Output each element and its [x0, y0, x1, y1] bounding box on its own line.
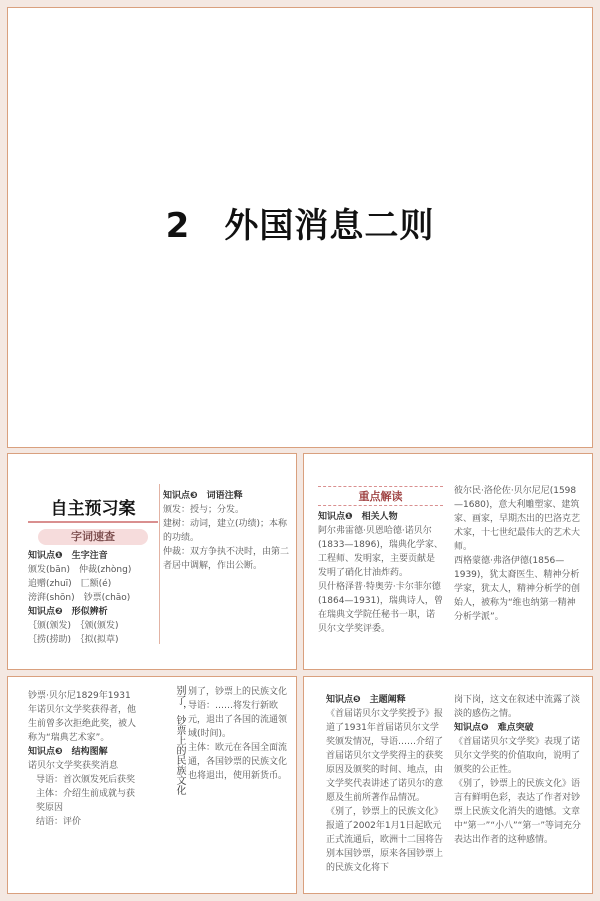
- vertical-title: 别了，钞票上的民族文化: [174, 685, 185, 795]
- difficulty-paragraph: 《首届诺贝尔文学奖》表现了诺贝尔文学奖的价值取向，说明了颁奖的公正性。: [454, 737, 581, 775]
- preview-right-column: [163, 489, 291, 573]
- preview-left-column: [28, 494, 158, 647]
- kp1-line: 滂湃(shōn) 钞票(chāo): [28, 593, 131, 603]
- theme-right: [454, 693, 582, 847]
- person-paragraph: 西格蒙德·弗洛伊德(1856—1939)，犹太裔医生、精神分析学家，犹太人，精神分析学的创始人，被称为“维也纳第一精神分析学派”。: [454, 556, 581, 622]
- kp1-label: 知识点❶ 生字注音: [28, 551, 108, 561]
- structure-slide: [7, 676, 297, 894]
- difficulty-paragraph: 《别了，钞票上的民族文化》语言有鲜明色彩，表达了作者对钞票上民族文化消失的遗憾。文章中“第一”“小八”“第一”等词充分表达出作者的这种感情。: [454, 779, 581, 845]
- tree-node: 主体：介绍生前成就与获奖原因: [36, 789, 136, 813]
- theme-left: [326, 693, 446, 875]
- key-points-right: [454, 484, 582, 624]
- key-points-banner: 重点解读: [318, 486, 443, 506]
- kp2-line: ｛捞(捞助) ｛拟(拟草): [28, 635, 119, 645]
- key-points-slide: [303, 453, 593, 670]
- tree-node: 导语：首次颁发死后获奖: [36, 775, 136, 785]
- kp1-line: 颁发(bān) 仲裁(zhòng): [28, 565, 132, 575]
- lesson-number: 2: [165, 206, 191, 246]
- kp5-label: 知识点❺ 主题阐释: [326, 695, 406, 705]
- tree-node: 结语：评价: [36, 817, 82, 827]
- theme-paragraph: 《首届诺贝尔文学奖授予》报道了1931年首届诺贝尔文学奖颁发情况，导语……介绍了首届诺贝尔文学奖得主的获奖原因及颁奖的时间、地点，由文学奖代表讲述了诺贝尔的意愿及生前所著作品情况。: [326, 709, 444, 803]
- kp1-label: 知识点❶ 相关人物: [318, 512, 398, 522]
- structure-line: 别了，钞票上的民族文化: [188, 687, 288, 697]
- theme-paragraph: 《别了，钞票上的民族文化》报道了2002年1月1日起欧元正式流通后，欧洲十二国将告别本国钞票，原来各国钞票上的民族文化将下: [326, 807, 444, 873]
- kp3-line: 颁发：授与；分发。: [163, 505, 245, 515]
- vocab-ribbon: 字词速查: [38, 529, 148, 545]
- kp6-label: 知识点❻ 难点突破: [454, 723, 534, 733]
- key-points-left: [318, 486, 443, 636]
- lesson-title: [8, 198, 592, 247]
- kp3-line: 建树：动词，建立(功绩)；本称的功绩。: [163, 519, 288, 543]
- preview-heading: 自主预习案: [28, 494, 158, 523]
- structure-left: [28, 689, 138, 829]
- kp3-label: 知识点❸ 词语注释: [163, 491, 243, 501]
- structure-right: [188, 685, 288, 783]
- kp2-label: 知识点❷ 形似辨析: [28, 607, 108, 617]
- person-paragraph: 贝什格泽普·特奥劳·卡尔菲尔德(1864—1931)，瑞典诗人，曾在瑞典文学院任秘书一职，诺贝尔文学奖评委。: [318, 582, 443, 634]
- tree-node: 诺贝尔文学奖获奖消息: [28, 761, 119, 771]
- kp2-line: ｛颁(颁发) ｛颁(颁发): [28, 621, 119, 631]
- theme-paragraph: 岗下岗，这文在叙述中流露了淡淡的感伤之情。: [454, 695, 581, 719]
- kp3-line: 仲裁：双方争执不决时，由第二者居中调解，作出公断。: [163, 547, 290, 571]
- kp1-line: 追赠(zhuī) 匚额(é): [28, 579, 112, 589]
- theme-slide: [303, 676, 593, 894]
- structure-line: 导语：……将发行新欧元，退出了各国的流通领域(时间)。: [188, 701, 288, 739]
- structure-line: 主体：欧元在各国全面流通，各国钞票的民族文化也将退出，使用新货币。: [188, 743, 288, 781]
- column-divider: [159, 484, 160, 644]
- person-paragraph: 阿尔弗雷德·贝恩哈德·诺贝尔(1833—1896)，瑞典化学家、工程师、发明家，主要贡献是发明了硝化甘油炸药。: [318, 526, 443, 578]
- intro-paragraph: 钞票·贝尔尼1829年1931年诺贝尔文学奖获得者，他生前曾多次拒绝此奖，被人称为“瑞典艺术家”。: [28, 691, 137, 743]
- preview-slide: [7, 453, 297, 670]
- lesson-title-text: 外国消息二则: [224, 206, 435, 246]
- person-paragraph: 彼尔民·洛伦佐·贝尔尼尼(1598—1680)，意大利雕塑家、建筑家、画家，早期杰出的巴洛克艺术家，十七世纪最伟大的艺术大师。: [454, 486, 581, 552]
- title-slide: [7, 7, 593, 448]
- kp-structure-label: 知识点❸ 结构图解: [28, 747, 108, 757]
